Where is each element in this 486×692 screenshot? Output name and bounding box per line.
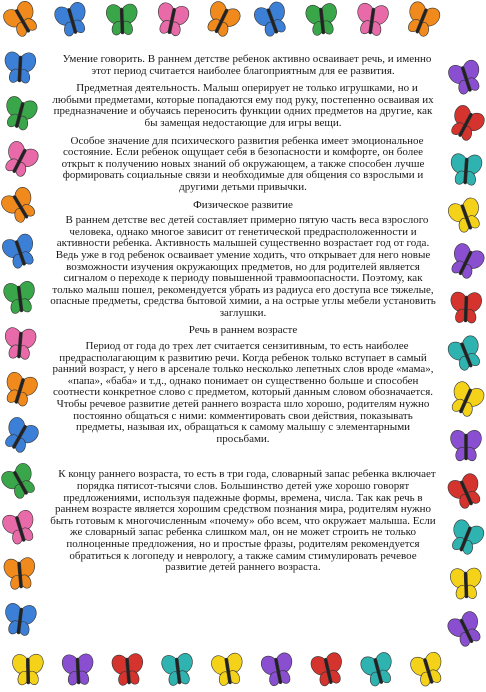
butterfly-icon (0, 277, 40, 316)
butterfly-icon (157, 649, 198, 688)
butterfly-icon (0, 554, 40, 592)
butterfly-icon (443, 55, 486, 99)
butterfly-icon (49, 0, 94, 41)
butterfly-icon (399, 0, 446, 42)
butterfly-icon (0, 505, 42, 549)
butterfly-icon (351, 0, 392, 39)
butterfly-icon (0, 411, 45, 459)
paragraph-vocabulary: К концу раннего возраста, то есть в три года, словарный запас ребенка включает порядка пятисот-тысячи слов. Большинство детей уже хорошо говорят предложениями, используя падежные формы, времена, числа. Так как речь в раннем возрасте является хорошим средством познания мира, родителям нужно быть готовым к многочисленным «почему» обо всем, что окружает малыша. Если же словарный запас ребенка слишком мал, он не может строить не только полноценные предложения, но и простые фразы, родителям рекомендуется обратиться к логопеду и неврологу, а также самим стимулировать речевое развитие детей раннего возраста. (50, 468, 436, 574)
paragraph-emotional-state: Особое значение для психического развития ребенка имеет эмоциональное состояние. Если ребенок ощущает себя в безопасности и комфорте, он более открыт к получению новых знаний об окружающем, а также способен лучше формировать социальные связи и необходимые для общения со взрослыми и другими детьми привычки. (61, 134, 425, 193)
butterfly-icon (0, 599, 41, 638)
butterfly-icon (405, 647, 450, 691)
butterfly-icon (0, 135, 45, 183)
paragraph-physical-development: В раннем детстве вес детей составляет примерно пятую часть веса взрослого человека, однако многое зависит от генетической предрасположенности и активности ребенка. Активность малышей существенно возрастает год от года. Ведь уже в год ребенок осваивает умение ходить, что открывает для него новые возможности изучения окружающих предметов, но для родителей является сигналом о переходе к периоду повышенной травмоопасности. Поэтому, как только малыш пошел, рекомендуется убрать из радиуса его доступа все тяжелые, опасные предметы, средства бытовой химии, а на острые углы мебели установить заглушки. (50, 214, 436, 319)
butterfly-icon (207, 649, 249, 689)
paragraph-sensitive-period: Период от года до трех лет считается сензитивным, то есть наиболее предрасполагающим к развитию речи. Когда ребенок только вступает в самый ранний возраст, у него в арсенале только несколько лепетных слов вроде «мама», «папа», «баба» и т.д., однако понимает он существенно больше и способен соотнести конкретное слово с предметом, который данным словом обозначается. Чтобы речевое развитие детей раннего возраста шло хорошо, родителям нужно постоянно общаться с ними: комментировать свои действия, показывать предметы, называя их, обращаться к самому малышу с элементарными просьбами. (52, 340, 434, 445)
butterfly-icon (0, 0, 46, 43)
butterfly-icon (108, 650, 148, 688)
butterfly-icon (59, 651, 98, 688)
butterfly-icon (1, 49, 40, 86)
paragraph-object-activity: Предметная деятельность. Малыш оперирует не только игрушками, но и любыми предметами, которые попадаются ему под руку, постепенно осваивая их предназначение и обучаясь переносить функции одних предметов на другие, как бы замещая недостающие для игры вещи. (52, 82, 434, 129)
butterfly-icon (442, 376, 486, 423)
butterfly-icon (446, 150, 485, 187)
butterfly-icon (443, 514, 486, 560)
butterfly-icon (302, 0, 342, 38)
butterfly-icon (442, 99, 486, 147)
paragraph-speech-ability: Умение говорить. В раннем детстве ребенок активно осваивает речь, и именно этот период считается наиболее благоприятным для ее развития. (62, 53, 432, 77)
document-body (50, 54, 436, 580)
butterfly-icon (198, 0, 246, 43)
butterfly-icon (0, 229, 43, 274)
butterfly-icon (441, 605, 486, 652)
butterfly-icon (103, 1, 141, 37)
butterfly-icon (0, 91, 43, 134)
butterfly-icon (447, 565, 485, 601)
butterfly-icon (306, 648, 350, 690)
butterfly-icon (442, 237, 486, 284)
butterfly-icon (0, 367, 43, 411)
butterfly-icon (0, 181, 44, 230)
butterfly-icon (248, 0, 295, 42)
butterfly-icon (442, 192, 486, 237)
heading-physical-development: Физическое развитие (193, 198, 293, 211)
butterfly-icon (442, 330, 486, 376)
butterfly-icon (448, 428, 485, 463)
butterfly-icon (0, 457, 44, 505)
heading-speech-early-age: Речь в раннем возрасте (188, 324, 298, 337)
butterfly-icon (0, 324, 40, 362)
butterfly-icon (355, 647, 400, 690)
butterfly-icon (447, 289, 485, 325)
butterfly-icon (442, 468, 486, 515)
butterfly-icon (256, 648, 299, 689)
butterfly-icon (151, 0, 194, 40)
butterfly-icon (9, 651, 47, 686)
